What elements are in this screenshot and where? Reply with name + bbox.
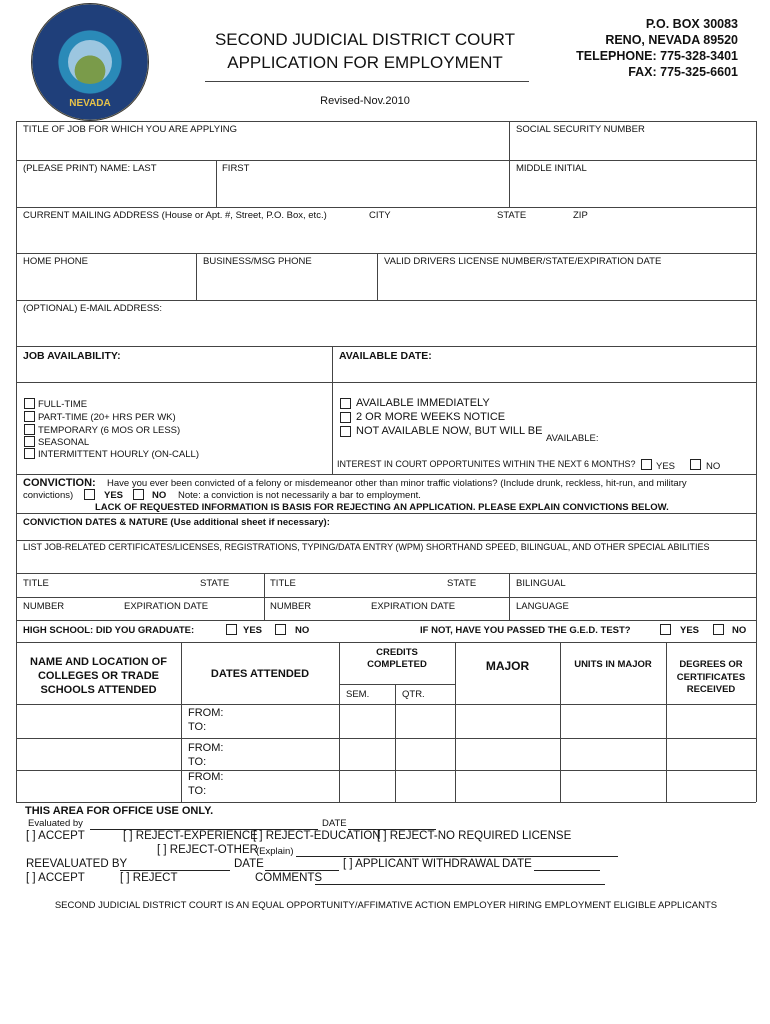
reeval-date-line[interactable] (265, 870, 339, 871)
two-weeks-checkbox[interactable] (340, 412, 351, 423)
edu-row1-to[interactable]: TO: (188, 721, 207, 733)
full-time-label: FULL-TIME (38, 399, 88, 410)
conviction-no-label: NO (152, 490, 167, 501)
reevaluated-by-label: REEVALUATED BY (26, 858, 128, 870)
seasonal-checkbox[interactable] (24, 436, 35, 447)
high-school-question: HIGH SCHOOL: DID YOU GRADUATE: (23, 625, 195, 636)
conviction-yes-label: YES (104, 490, 124, 501)
seasonal-label: SEASONAL (38, 437, 90, 448)
hs-no-checkbox[interactable] (275, 624, 286, 635)
cert-number-1[interactable]: NUMBER (23, 601, 65, 612)
bilingual-field[interactable]: BILINGUAL (516, 578, 566, 589)
state-field[interactable]: STATE (497, 210, 527, 221)
part-time-checkbox[interactable] (24, 411, 35, 422)
email-field[interactable]: (OPTIONAL) E-MAIL ADDRESS: (23, 303, 163, 314)
col-school-name: NAME AND LOCATION OF COLLEGES OR TRADE SCHOOLS ATTENDED (30, 656, 167, 696)
business-phone-field[interactable]: BUSINESS/MSG PHONE (203, 256, 312, 267)
zip-field[interactable]: ZIP (573, 210, 588, 221)
conviction-yes-checkbox[interactable] (84, 489, 95, 500)
ssn-field[interactable]: SOCIAL SECURITY NUMBER (516, 124, 645, 135)
interest-yes-checkbox[interactable] (641, 459, 652, 470)
withdrawal-date-label: DATE (502, 858, 532, 870)
explain-line[interactable] (296, 856, 618, 857)
intermittent-checkbox[interactable] (24, 448, 35, 459)
form-title-line2: APPLICATION FOR EMPLOYMENT (227, 53, 503, 72)
title-underline (205, 81, 529, 82)
part-time-label: PART-TIME (20+ HRS PER WK) (38, 412, 176, 423)
cert-expiration-2[interactable]: EXPIRATION DATE (371, 601, 456, 612)
contact-city: RENO, NEVADA 89520 (605, 33, 738, 47)
middle-initial-field[interactable]: MIDDLE INITIAL (516, 163, 587, 174)
reeval-date-label: DATE (234, 858, 264, 870)
hs-yes-label: YES (243, 625, 263, 636)
eeo-statement: SECOND JUDICIAL DISTRICT COURT IS AN EQUAL OPPORTUNITY/AFFIMATIVE ACTION EMPLOYER HIRING EMPLOYMENT ELIGIBLE APPLICANTS (54, 900, 718, 911)
drivers-license-field[interactable]: VALID DRIVERS LICENSE NUMBER/STATE/EXPIRATION DATE (384, 256, 662, 267)
edu-row2-to[interactable]: TO: (188, 756, 207, 768)
revised-date: Revised-Nov.2010 (320, 95, 410, 107)
ged-no-label: NO (732, 625, 747, 636)
comments-line[interactable] (315, 884, 605, 885)
temporary-label: TEMPORARY (6 MOS OR LESS) (38, 425, 181, 436)
available-immediately-label: AVAILABLE IMMEDIATELY (356, 397, 490, 409)
conviction-note: Note: a conviction is not necessarily a bar to employment. (178, 490, 421, 501)
reject-education-option[interactable]: [ ] REJECT-EDUCATION (253, 830, 381, 842)
city-field[interactable]: CITY (369, 210, 391, 221)
withdrawal-option[interactable]: [ ] APPLICANT WITHDRAWAL (343, 858, 500, 870)
accept-option-2[interactable]: [ ] ACCEPT (26, 872, 85, 884)
hs-no-label: NO (295, 625, 310, 636)
full-time-checkbox[interactable] (24, 398, 35, 409)
seal-landscape-icon (68, 40, 112, 84)
comments-label: COMMENTS (255, 872, 323, 884)
ged-no-checkbox[interactable] (713, 624, 724, 635)
explain-label: (Explain) (256, 846, 294, 857)
conviction-question-cont: convictions) (23, 490, 74, 501)
reject-option[interactable]: [ ] REJECT (120, 872, 178, 884)
not-available-label: NOT AVAILABLE NOW, BUT WILL BE (356, 425, 543, 437)
conviction-heading: CONVICTION: (23, 477, 96, 489)
withdrawal-date-line[interactable] (534, 870, 600, 871)
intermittent-label: INTERMITTENT HOURLY (ON-CALL) (38, 449, 199, 460)
edu-row2-from[interactable]: FROM: (188, 742, 224, 754)
interest-no-checkbox[interactable] (690, 459, 701, 470)
cert-state-1[interactable]: STATE (200, 578, 230, 589)
reevaluated-by-line[interactable] (120, 870, 230, 871)
contact-po-box: P.O. BOX 30083 (645, 17, 738, 31)
office-date-label: DATE (322, 818, 347, 829)
available-immediately-checkbox[interactable] (340, 398, 351, 409)
edu-row1-from[interactable]: FROM: (188, 707, 224, 719)
not-available-checkbox[interactable] (340, 426, 351, 437)
col-dates-attended: DATES ATTENDED (210, 668, 310, 680)
last-name-field[interactable]: (PLEASE PRINT) NAME: LAST (23, 163, 157, 174)
reject-other-option[interactable]: [ ] REJECT-OTHER (157, 844, 258, 856)
reject-experience-option[interactable]: [ ] REJECT-EXPERIENCE (123, 830, 258, 842)
interest-question: INTEREST IN COURT OPPORTUNITES WITHIN THE NEXT 6 MONTHS? (337, 459, 636, 469)
cert-title-2[interactable]: TITLE (270, 578, 296, 589)
col-units-in-major: UNITS IN MAJOR (574, 659, 652, 670)
conviction-question: Have you ever been convicted of a felony or misdemeanor other than minor traffic violations? (Include drunk, reckless, hit-run, and military (107, 478, 687, 489)
cert-state-2[interactable]: STATE (447, 578, 477, 589)
reject-license-option[interactable]: [ ] REJECT-NO REQUIRED LICENSE (377, 830, 572, 842)
cert-title-1[interactable]: TITLE (23, 578, 49, 589)
ged-yes-checkbox[interactable] (660, 624, 671, 635)
two-weeks-label: 2 OR MORE WEEKS NOTICE (356, 411, 506, 423)
accept-option[interactable]: [ ] ACCEPT (26, 830, 85, 842)
mailing-address-field[interactable]: CURRENT MAILING ADDRESS (House or Apt. #, Street, P.O. Box, etc.) (23, 210, 327, 221)
hs-yes-checkbox[interactable] (226, 624, 237, 635)
ged-yes-label: YES (680, 625, 700, 636)
certificates-field[interactable]: LIST JOB-RELATED CERTIFICATES/LICENSES, REGISTRATIONS, TYPING/DATA ENTRY (WPM) SHORTHAND SPEED, BILINGUAL, AND OTHER SPECIAL ABILITIES (23, 542, 710, 552)
language-field[interactable]: LANGUAGE (516, 601, 569, 612)
cert-number-2[interactable]: NUMBER (270, 601, 312, 612)
col-degrees: DEGREES OR CERTIFICATES RECEIVED (676, 659, 746, 695)
col-sem: SEM. (346, 689, 370, 700)
conviction-no-checkbox[interactable] (133, 489, 144, 500)
evaluated-by-label: Evaluated by (28, 818, 83, 829)
col-qtr: QTR. (402, 689, 425, 700)
interest-yes-label: YES (656, 461, 676, 472)
edu-row3-from[interactable]: FROM: (188, 771, 224, 783)
form-title-line1: SECOND JUDICIAL DISTRICT COURT (214, 30, 516, 49)
court-seal-logo (32, 4, 148, 120)
cert-expiration-1[interactable]: EXPIRATION DATE (124, 601, 209, 612)
available-date-heading: AVAILABLE DATE: (339, 350, 432, 362)
seal-text: NEVADA (69, 98, 111, 109)
contact-phone: TELEPHONE: 775-328-3401 (576, 49, 738, 63)
home-phone-field[interactable]: HOME PHONE (23, 256, 88, 267)
job-title-field[interactable]: TITLE OF JOB FOR WHICH YOU ARE APPLYING (23, 124, 237, 135)
office-use-heading: THIS AREA FOR OFFICE USE ONLY. (25, 805, 214, 817)
conviction-warning: LACK OF REQUESTED INFORMATION IS BASIS FOR REJECTING AN APPLICATION. PLEASE EXPLAIN CONVICTIONS BELOW. (95, 502, 669, 513)
contact-fax: FAX: 775-325-6601 (628, 65, 738, 79)
edu-row3-to[interactable]: TO: (188, 785, 207, 797)
conviction-dates-field[interactable]: CONVICTION DATES & NATURE (Use additional sheet if necessary): (23, 517, 330, 528)
col-major: MAJOR (485, 659, 530, 673)
available-suffix-label: AVAILABLE: (546, 433, 599, 444)
col-credits: CREDITS COMPLETED (367, 647, 427, 670)
temporary-checkbox[interactable] (24, 424, 35, 435)
ged-question: IF NOT, HAVE YOU PASSED THE G.E.D. TEST? (420, 625, 631, 636)
first-name-field[interactable]: FIRST (222, 163, 250, 174)
interest-no-label: NO (706, 461, 721, 472)
job-availability-heading: JOB AVAILABILITY: (23, 350, 121, 362)
